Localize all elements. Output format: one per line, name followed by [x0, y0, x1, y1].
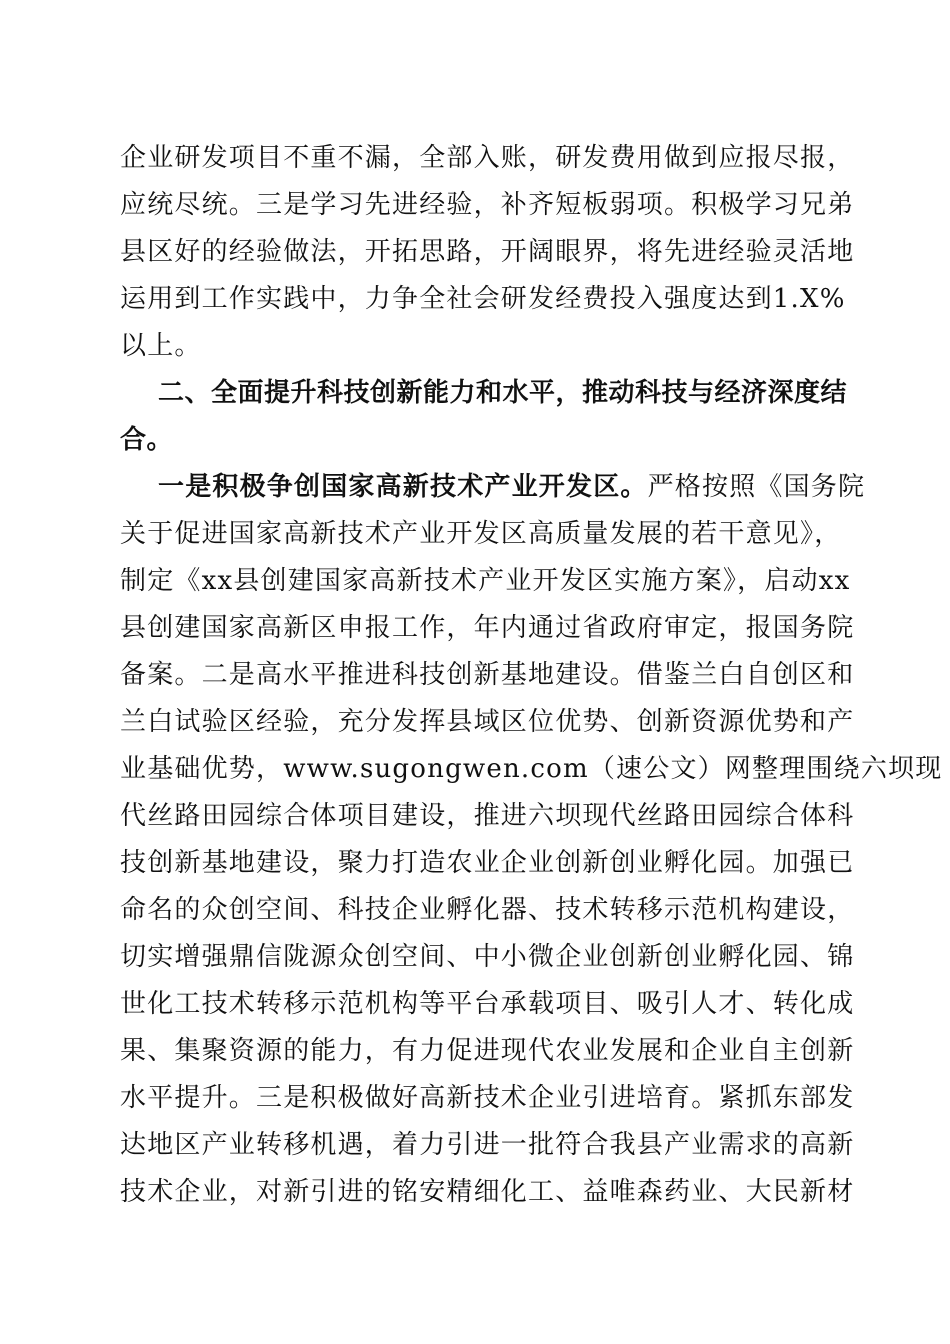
text-line: 技术企业，对新引进的铭安精细化工、益唯森药业、大民新材 [120, 1177, 855, 1207]
section-heading-continued: 合。 [120, 425, 174, 455]
paragraph-lead-sentence: 一是积极争创国家高新技术产业开发区。 [158, 472, 648, 502]
text-line: 果、集聚资源的能力，有力促进现代农业发展和企业自主创新 [120, 1036, 855, 1066]
text-line: 兰白试验区经验，充分发挥县域区位优势、创新资源优势和产 [120, 707, 855, 737]
text-line: 水平提升。三是积极做好高新技术企业引进培育。紧抓东部发 [120, 1083, 855, 1113]
text-line: 县区好的经验做法，开拓思路，开阔眼界，将先进经验灵活地 [120, 237, 855, 267]
text-line: 县创建国家高新区申报工作，年内通过省政府审定，报国务院 [120, 613, 855, 643]
text-line: 应统尽统。三是学习先进经验，补齐短板弱项。积极学习兄弟 [120, 190, 855, 220]
text-line: 关于促进国家高新技术产业开发区高质量发展的若干意见》， [120, 519, 842, 549]
text-line: 以上。 [120, 331, 202, 361]
text-line: 制定《xx县创建国家高新技术产业开发区实施方案》，启动xx [120, 566, 851, 596]
text-line: 代丝路田园综合体项目建设，推进六坝现代丝路田园综合体科 [120, 801, 855, 831]
text-line: 达地区产业转移机遇，着力引进一批符合我县产业需求的高新 [120, 1130, 855, 1160]
text-line: 切实增强鼎信陇源众创空间、中小微企业创新创业孵化园、锦 [120, 942, 855, 972]
paragraph-first-line [158, 471, 866, 503]
text-line: 业基础优势，www.sugongwen.com（速公文）网整理围绕六坝现 [120, 754, 943, 784]
paragraph-first-line-rest: 严格按照《国务院 [647, 472, 866, 502]
text-line: 运用到工作实践中，力争全社会研发经费投入强度达到1.X% [120, 284, 846, 314]
text-line: 企业研发项目不重不漏，全部入账，研发费用做到应报尽报， [120, 143, 855, 173]
text-line: 备案。二是高水平推进科技创新基地建设。借鉴兰白自创区和 [120, 660, 855, 690]
text-line: 技创新基地建设，聚力打造农业企业创新创业孵化园。加强已 [120, 848, 855, 878]
text-line: 世化工技术转移示范机构等平台承载项目、吸引人才、转化成 [120, 989, 855, 1019]
section-heading: 二、全面提升科技创新能力和水平，推动科技与经济深度结 [158, 378, 848, 408]
text-line: 命名的众创空间、科技企业孵化器、技术转移示范机构建设， [120, 895, 855, 925]
